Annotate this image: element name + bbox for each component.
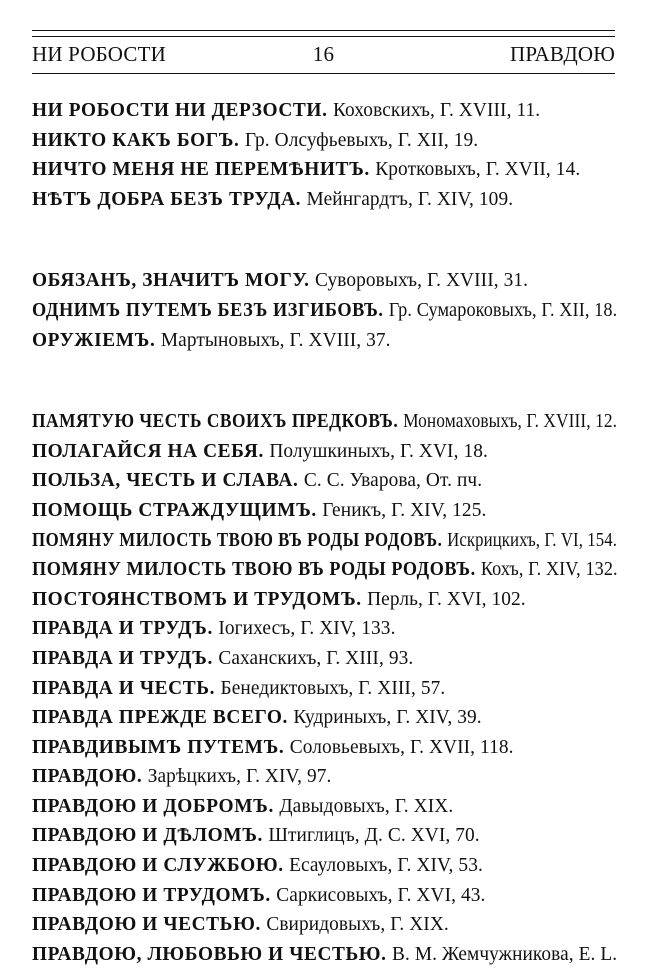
- motto-source: Зарѣцкихъ, Г. XIV, 97.: [147, 766, 332, 788]
- motto-text: ПРАВДА И ТРУДЪ.: [32, 618, 213, 640]
- motto-entry: [32, 585, 617, 615]
- motto-text: ПРАВДОЮ И ТРУДОМЪ.: [32, 884, 271, 906]
- motto-entry: [32, 614, 617, 644]
- page-number: 16: [312, 42, 335, 66]
- motto-entry: [32, 496, 617, 526]
- motto-entry: [32, 851, 617, 881]
- motto-text: НИЧТО МЕНЯ НЕ ПЕРЕМѢНИТЪ.: [32, 159, 370, 181]
- motto-text: ПРАВДОЮ И ЧЕСТЬЮ.: [32, 914, 261, 936]
- motto-text: ПРАВДА И ЧЕСТЬ.: [32, 677, 216, 699]
- motto-text: ПРАВДОЮ И ДОБРОМЪ.: [32, 795, 274, 817]
- motto-entry: [32, 733, 617, 763]
- motto-source: С. С. Уварова, От. пч.: [303, 470, 483, 492]
- motto-text: ОДНИМЪ ПУТЕМЪ БЕЗЪ ИЗГИБОВЪ.: [32, 299, 384, 321]
- motto-source: Іогихесъ, Г. XIV, 133.: [218, 618, 396, 640]
- motto-text: ОБЯЗАНЪ, ЗНАЧИТЪ МОГУ.: [32, 270, 310, 292]
- header-left-catchword: НИ РОБОСТИ: [32, 42, 167, 66]
- motto-entry: [32, 821, 617, 851]
- motto-entry: [32, 703, 617, 733]
- motto-source: Есауловыхъ, Г. XIV, 53.: [289, 855, 483, 877]
- motto-text: НИ РОБОСТИ НИ ДЕРЗОСТИ.: [32, 100, 328, 121]
- motto-source: Мейнгардтъ, Г. XIV, 109.: [306, 188, 514, 210]
- motto-source: Соловьевыхъ, Г. XVII, 118.: [289, 736, 514, 758]
- motto-entry: [32, 940, 616, 969]
- motto-entry: [32, 466, 617, 496]
- motto-entry: [32, 910, 617, 940]
- header-rule-top: [32, 30, 615, 31]
- motto-text: ПРАВДОЮ.: [32, 766, 143, 788]
- motto-source: Гр. Олсуфьевыхъ, Г. XII, 19.: [244, 129, 479, 151]
- motto-source: Свиридовыхъ, Г. XIX.: [266, 914, 449, 936]
- motto-entry: [32, 326, 617, 356]
- motto-text: НѢТЪ ДОБРА БЕЗЪ ТРУДА.: [32, 188, 302, 210]
- motto-group: [32, 266, 622, 355]
- motto-text: ПОМОЩЬ СТРАЖДУЩИМЪ.: [32, 499, 317, 521]
- motto-entry: [32, 762, 617, 792]
- motto-source: Гр. Сумароковыхъ, Г. XII, 18.: [388, 299, 618, 321]
- motto-entry: [32, 407, 618, 437]
- motto-entry: [32, 526, 618, 556]
- motto-source: Давыдовыхъ, Г. XIX.: [279, 795, 454, 817]
- motto-text: ПОЛАГАЙСЯ НА СЕБЯ.: [32, 440, 264, 462]
- header-rule-top-inner: [32, 36, 615, 37]
- motto-group: [32, 407, 622, 969]
- motto-text: НИКТО КАКЪ БОГЪ.: [32, 129, 240, 151]
- motto-text: ПАМЯТУЮ ЧЕСТЬ СВОИХЪ ПРЕДКОВЪ.: [32, 411, 399, 433]
- motto-text: ПОМЯНУ МИЛОСТЬ ТВОЮ ВЪ РОДЫ РОДОВЪ.: [32, 559, 476, 581]
- motto-source: Штиглицъ, Д. С. XVI, 70.: [268, 825, 480, 847]
- motto-text: ПОСТОЯНСТВОМЪ И ТРУДОМЪ.: [32, 588, 362, 610]
- motto-entry: [32, 555, 618, 585]
- motto-source: Саханскихъ, Г. XIII, 93.: [218, 647, 414, 669]
- motto-source: Кротковыхъ, Г. XVII, 14.: [375, 159, 581, 181]
- header-rule-bottom: [32, 73, 615, 74]
- motto-text: ПРАВДА И ТРУДЪ.: [32, 647, 213, 669]
- motto-source: Геникъ, Г. XIV, 125.: [322, 499, 487, 521]
- motto-list: [32, 96, 622, 969]
- motto-entry: [32, 792, 617, 822]
- motto-entry: [32, 155, 617, 185]
- motto-source: Бенедиктовыхъ, Г. XIII, 57.: [220, 677, 446, 699]
- running-header: [32, 42, 615, 70]
- motto-source: Искрицкихъ, Г. VI, 154.: [447, 529, 618, 551]
- motto-entry: [32, 644, 617, 674]
- motto-entry: [32, 437, 617, 467]
- motto-text: ПРАВДА ПРЕЖДЕ ВСЕГО.: [32, 707, 288, 729]
- header-right-catchword: ПРАВДОЮ: [509, 42, 615, 66]
- motto-text: ПОМЯНУ МИЛОСТЬ ТВОЮ ВЪ РОДЫ РОДОВЪ.: [32, 529, 443, 551]
- motto-source: В. М. Жемчужникова, Е. L.: [391, 943, 618, 965]
- motto-text: ПРАВДИВЫМЪ ПУТЕМЪ.: [32, 736, 285, 758]
- motto-source: Мономаховыхъ, Г. XVIII, 12.: [403, 411, 618, 433]
- motto-entry: [32, 96, 617, 126]
- motto-source: Мартыновыхъ, Г. XVIII, 37.: [160, 329, 391, 351]
- motto-text: ПОЛЬЗА, ЧЕСТЬ И СЛАВА.: [32, 470, 299, 492]
- motto-source: Кохъ, Г. XIV, 132.: [480, 559, 618, 581]
- motto-source: Перль, Г. XVI, 102.: [367, 588, 526, 610]
- motto-group: [32, 96, 622, 214]
- motto-text: ОРУЖІЕМЪ.: [32, 329, 156, 351]
- motto-entry: [32, 266, 617, 296]
- motto-text: ПРАВДОЮ, ЛЮБОВЬЮ И ЧЕСТЬЮ.: [32, 943, 387, 965]
- motto-entry: [32, 296, 618, 326]
- motto-source: Кудриныхъ, Г. XIV, 39.: [293, 707, 482, 729]
- motto-text: ПРАВДОЮ И ДѢЛОМЪ.: [32, 825, 263, 847]
- motto-entry: [32, 881, 617, 911]
- motto-source: Коховскихъ, Г. XVIII, 11.: [332, 100, 541, 121]
- motto-entry: [32, 185, 617, 215]
- motto-source: Саркисовыхъ, Г. XVI, 43.: [276, 884, 486, 906]
- motto-entry: [32, 126, 617, 156]
- motto-source: Полушкиныхъ, Г. XVI, 18.: [269, 440, 488, 462]
- motto-text: ПРАВДОЮ И СЛУЖБОЮ.: [32, 855, 284, 877]
- motto-source: Суворовыхъ, Г. XVIII, 31.: [314, 270, 529, 292]
- motto-entry: [32, 674, 617, 704]
